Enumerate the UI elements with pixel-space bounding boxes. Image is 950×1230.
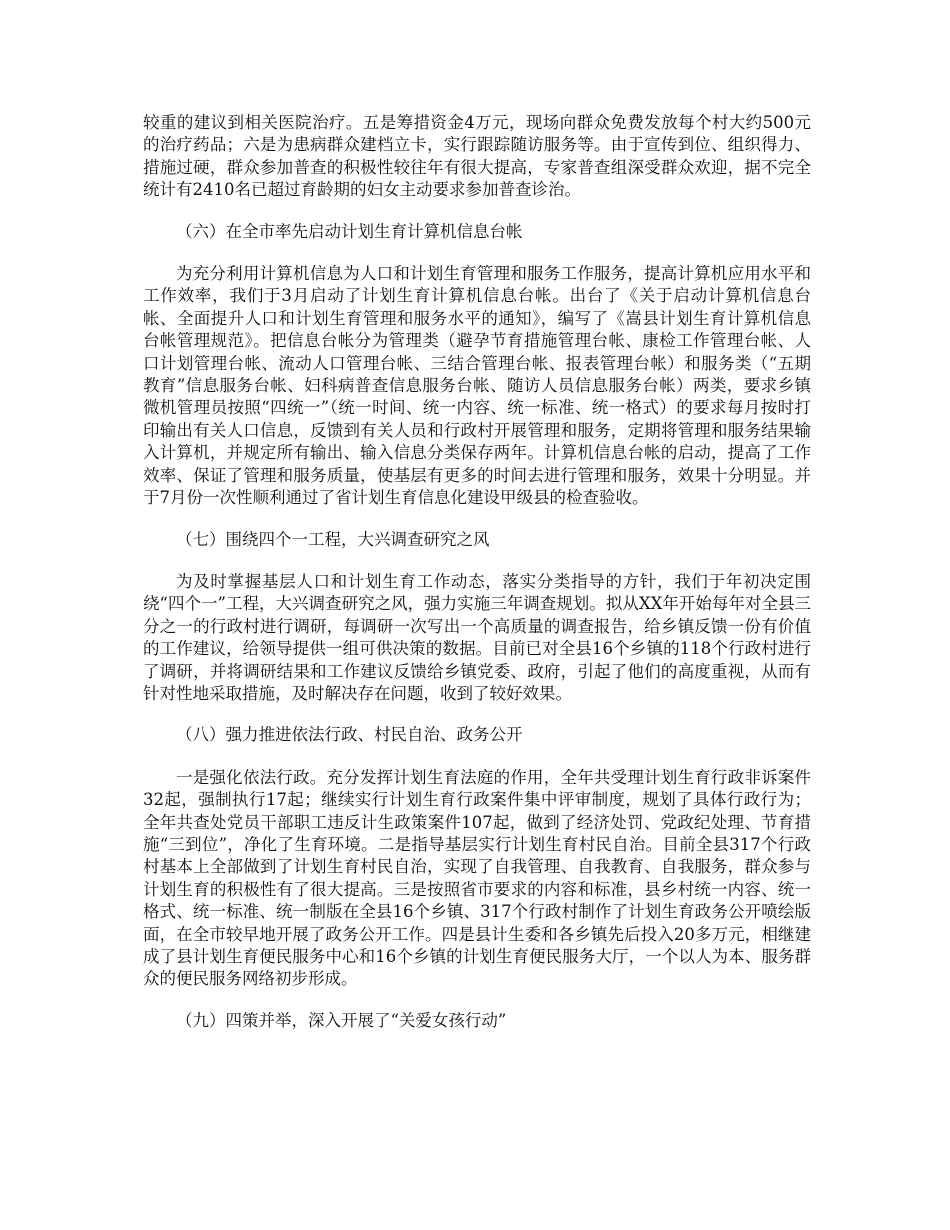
paragraph-section-8: 一是强化依法行政。充分发挥计划生育法庭的作用，全年共受理计划生育行政非诉案件32起，强制执行17起；继续实行计划生育行政案件集中评审制度，规划了具体行政行为；全年共查处党员干部职工违反计生政策案件107起，做到了经济处罚、党政纪处理、节育措施“三到位”，净化了生育环境。二是指导基层实行计划生育村民自治。目前全县317个行政村基本上全部做到了计划生育村民自治，实现了自我管理、自我教育、自我服务，群众参与计划生育的积极性有了很大提高。三是按照省市要求的内容和标准，县乡村统一内容、统一格式、统一标准、统一制版在全县16个乡镇、317个行政村制作了计划生育政务公开喷绘版面，在全市较早地开展了政务公开工作。四是县计生委和各乡镇先后投入20多万元，相继建成了县计划生育便民服务中心和16个乡镇的计划生育便民服务大厅，一个以人为本、服务群众的便民服务网络初步形成。: [143, 767, 811, 989]
document-page: [143, 112, 811, 1032]
paragraph-section-7: 为及时掌握基层人口和计划生育工作动态，落实分类指导的方针，我们于年初决定围绕“四个一”工程，大兴调查研究之风，强力实施三年调查规划。拟从XX年开始每年对全县三分之一的行政村进行调研，每调研一次写出一个高质量的调查报告，给乡镇反馈一份有价值的工作建议，给领导提供一组可供决策的数据。目前已对全县16个乡镇的118个行政村进行了调研，并将调研结果和工作建议反馈给乡镇党委、政府，引起了他们的高度重视，从而有针对性地采取措施，及时解决存在问题，收到了较好效果。: [143, 571, 811, 703]
paragraph-continuation: 较重的建议到相关医院治疗。五是筹措资金4万元，现场向群众免费发放每个村大约500元的治疗药品；六是为患病群众建档立卡，实行跟踪随访服务等。由于宣传到位、组织得力、措施过硬，群众参加普查的积极性较往年有很大提高，专家普查组深受群众欢迎，据不完全统计有2410名已超过育龄期的妇女主动要求参加普查诊治。: [143, 113, 811, 200]
paragraph-section-6: 为充分利用计算机信息为人口和计划生育管理和服务工作服务，提高计算机应用水平和工作效率，我们于3月启动了计划生育计算机信息台帐。出台了《关于启动计算机信息台帐、全面提升人口和计划生育管理和服务水平的通知》，编写了《嵩县计划生育计算机信息台帐管理规范》。把信息台帐分为管理类（避孕节育措施管理台帐、康检工作管理台帐、人口计划管理台帐、流动人口管理台帐、三结合管理台帐、报表管理台帐）和服务类（“五期教育”信息服务台帐、妇科病普查信息服务台帐、随访人员信息服务台帐）两类，要求乡镇微机管理员按照“四统一”（统一时间、统一内容、统一标准、统一格式）的要求每月按时打印输出有关人口信息，反馈到有关人员和行政村开展管理和服务，定期将管理和服务结果输入计算机，并规定所有输出、输入信息分类保存两年。计算机信息台帐的启动，提高了工作效率、保证了管理和服务质量，使基层有更多的时间去进行管理和服务，效果十分明显。并于7月份一次性顺利通过了省计划生育信息化建设甲级县的检查验收。: [143, 264, 811, 508]
section-heading-8: （八）强力推进依法行政、村民自治、政务公开: [176, 725, 523, 745]
section-heading-7: （七）围绕四个一工程，大兴调查研究之风: [176, 529, 490, 549]
section-heading-6: （六）在全市率先启动计划生育计算机信息台帐: [176, 221, 523, 241]
section-heading-9: （九）四策并举，深入开展了“关爱女孩行动”: [176, 1010, 507, 1030]
